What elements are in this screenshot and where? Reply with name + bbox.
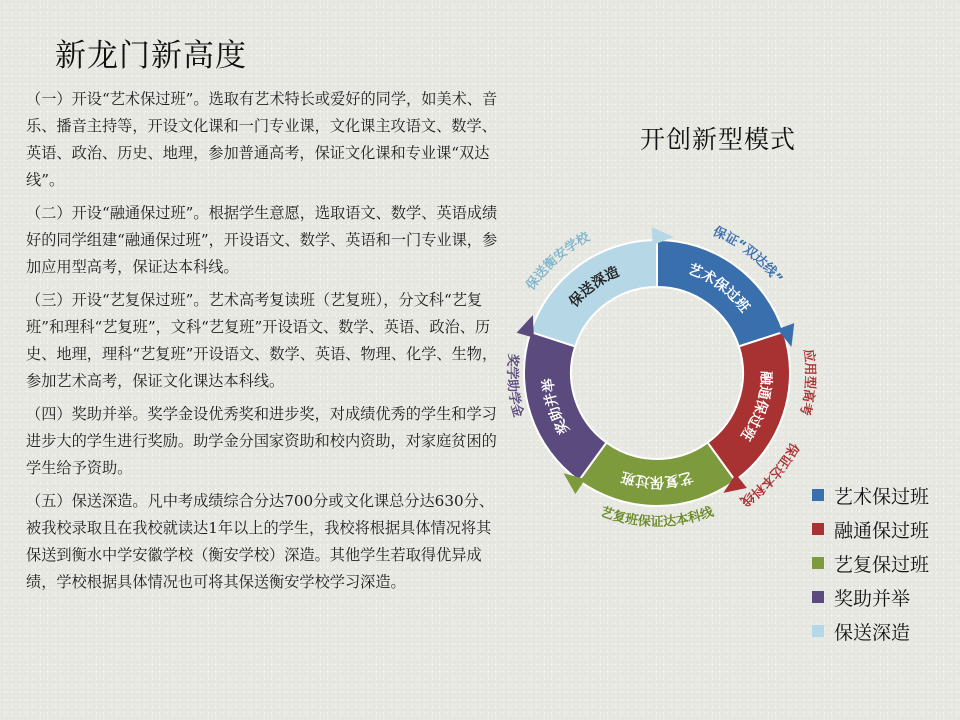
legend-swatch — [812, 523, 824, 535]
legend-item — [812, 580, 929, 614]
outer-label: 应用型高考 — [796, 348, 818, 417]
segment-label: 艺复保过班 — [619, 468, 695, 490]
legend-swatch — [812, 591, 824, 603]
paragraph: （二）开设“融通保过班”。根据学生意愿，选取语文、数学、英语成绩好的同学组建“融通保过班”，开设语文、数学、英语和一门专业课，参加应用型高考，保证达本科线。 — [26, 204, 498, 276]
diagram-title: 开创新型模式 — [640, 125, 797, 154]
cycle-diagram — [495, 215, 825, 550]
paragraph: （五）保送深造。凡中考成绩综合分达700分或文化课总分达630分、被我校录取且在我校就读达1年以上的学生，我校将根据具体情况将其保送到衡水中学安徽学校（衡安学校）深造。其他学生若取得优异成绩，学校根据具体情况也可将其保送衡安学校学习深造。 — [26, 492, 495, 591]
page-title: 新龙门新高度 — [55, 38, 247, 74]
legend-swatch — [812, 489, 824, 501]
paragraph: （四）奖助并举。奖学金设优秀奖和进步奖，对成绩优秀的学生和学习进步大的学生进行奖励。助学金分国家资助和校内资助，对家庭贫困的学生给予资助。 — [26, 405, 497, 477]
paragraph: （三）开设“艺复保过班”。艺术高考复读班（艺复班），分文科“艺复班”和理科“艺复班”，文科“艺复班”开设语文、数学、英语、政治、历史、地理，理科“艺复班”开设语文、数学、英语、物理、化学、生物，参加艺术高考，保证文化课达本科线。 — [26, 291, 498, 390]
legend-item — [812, 614, 929, 648]
text-body — [26, 86, 506, 602]
legend — [812, 478, 929, 648]
segment-scholarship — [524, 332, 606, 481]
outer-label: 保证达本科线 — [737, 440, 802, 509]
outer-label: 艺复班保证达本科线 — [598, 504, 716, 530]
legend-swatch — [812, 557, 824, 569]
legend-label: 艺复保过班 — [834, 553, 930, 576]
legend-label: 艺术保过班 — [834, 485, 930, 508]
legend-item — [812, 546, 929, 580]
outer-label: 奖学助学金 — [504, 353, 526, 419]
segment-label: 融通保过班 — [737, 370, 774, 443]
outer-label: 保送衡安学校 — [523, 229, 593, 294]
segment-label: 保送深造 — [566, 264, 622, 311]
paragraph: （一）开设“艺术保过班”。选取有艺术特长或爱好的同学，如美术、音乐、播音主持等，开设文化课和一门专业课，文化课主攻语文、数学、英语、政治、历史、地理，参加普通高考，保证文化课和专业课“双达线”。 — [26, 90, 498, 189]
legend-label: 保送深造 — [834, 621, 911, 644]
arrow-icon — [517, 315, 534, 338]
legend-label: 融通保过班 — [834, 519, 930, 542]
segment-label: 艺术保过班 — [685, 261, 753, 316]
outer-label: 保证“双达线” — [710, 224, 786, 287]
legend-item — [812, 512, 929, 546]
legend-swatch — [812, 625, 824, 637]
legend-item — [812, 478, 929, 512]
segment-label: 奖助并举 — [540, 377, 574, 437]
legend-label: 奖助并举 — [834, 587, 911, 610]
